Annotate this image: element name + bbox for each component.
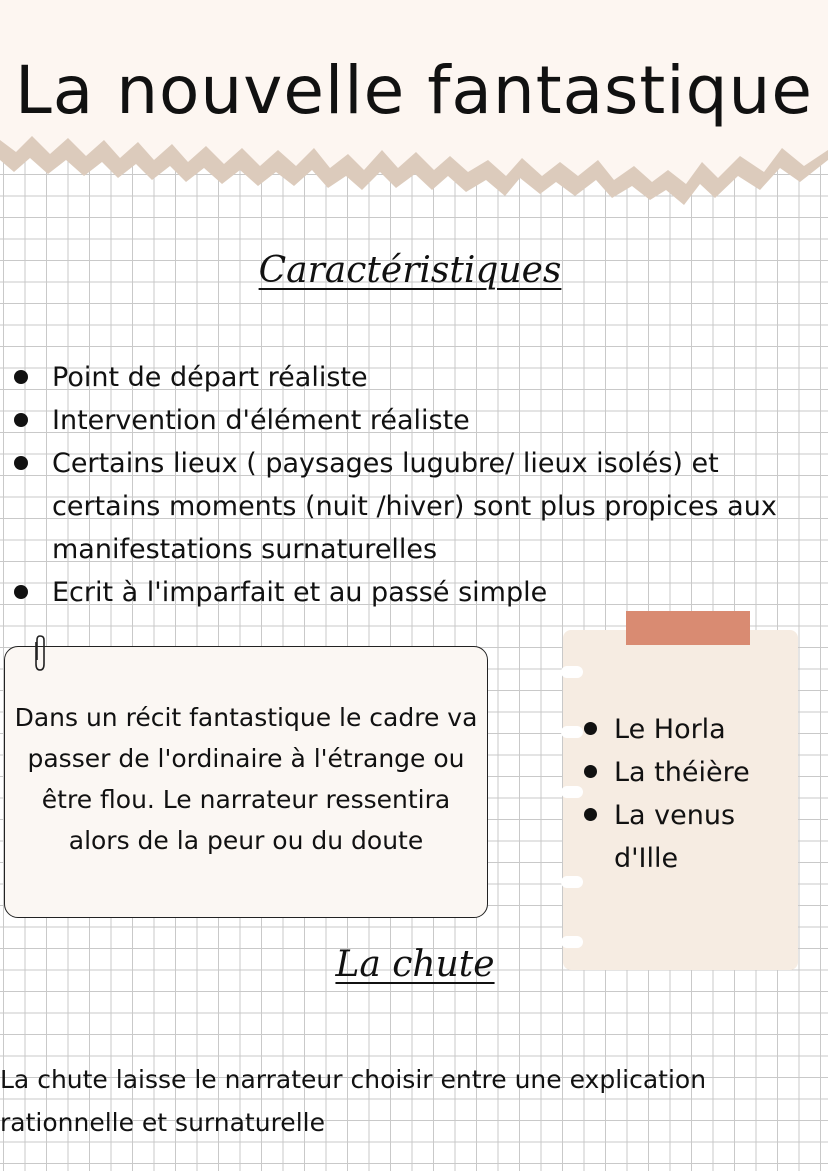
list-item: Le Horla <box>580 708 800 751</box>
list-item: Intervention d'élément réaliste <box>0 399 828 442</box>
bullet-icon <box>584 765 597 778</box>
paperclip-icon <box>32 634 48 674</box>
bullet-icon <box>14 370 28 384</box>
characteristics-list <box>0 356 828 614</box>
chute-text: La chute laisse le narrateur choisir entre une explication rationnelle et surnaturelle <box>0 1065 707 1137</box>
notepad-hole <box>561 936 583 948</box>
page-title: La nouvelle fantastique <box>15 52 813 129</box>
list-item: Point de départ réaliste <box>0 356 828 399</box>
bullet-icon <box>584 808 597 821</box>
notepad-hole <box>561 666 583 678</box>
section-heading-characteristics: Caractéristiques <box>258 250 562 291</box>
list-item: La théière <box>580 751 800 794</box>
section-heading-la-chute: La chute <box>335 944 495 985</box>
bullet-icon <box>14 456 28 470</box>
note-text: Dans un récit fantastique le cadre va passer de l'ordinaire à l'étrange ou être flou. Le narrateur ressentira alors de la peur ou du doute <box>14 703 478 855</box>
header-banner <box>0 0 828 225</box>
examples-list <box>580 708 800 880</box>
tape-strip <box>626 611 750 645</box>
bullet-icon <box>584 722 597 735</box>
definition-note-card <box>4 646 488 918</box>
list-item: La venus d'Ille <box>580 794 800 880</box>
bullet-icon <box>14 413 28 427</box>
list-item: Ecrit à l'imparfait et au passé simple <box>0 571 828 614</box>
bullet-icon <box>14 585 28 599</box>
list-item: Certains lieux ( paysages lugubre/ lieux isolés) et certains moments (nuit /hiver) sont plus propices aux manifestations surnaturelles <box>0 442 828 571</box>
